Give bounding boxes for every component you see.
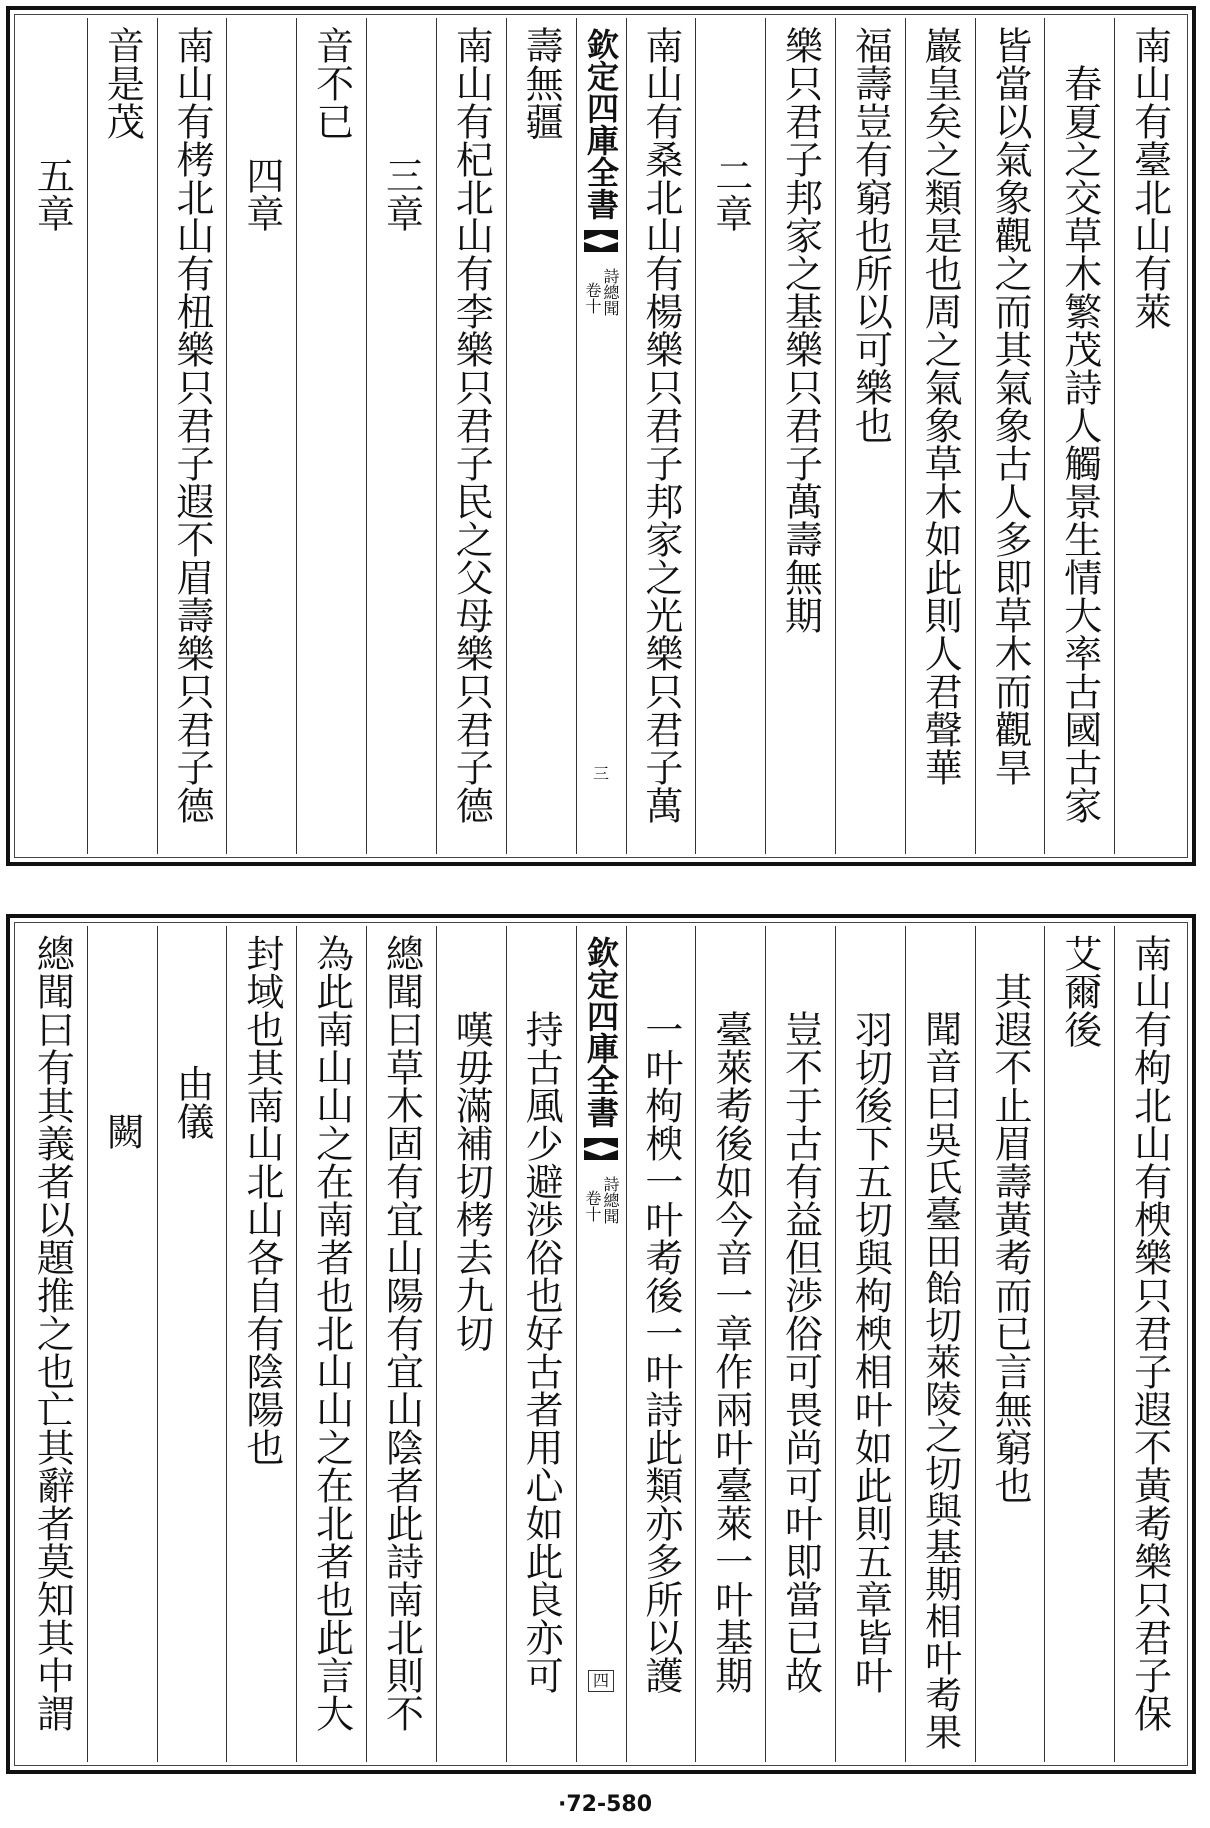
text-column	[506, 18, 576, 854]
column-text: 南山有杞北山有李樂只君子民之父母樂只君子德	[449, 26, 494, 824]
column-text: 嘆毋滿補切栲去九切	[449, 1010, 494, 1352]
column-text: 豈不于古有益但渉俗可畏尚可叶即當已故	[778, 1010, 823, 1694]
column-text: 五章	[30, 156, 75, 232]
text-column	[87, 926, 157, 1762]
bottom-columns	[18, 926, 1184, 1762]
column-text: 二章	[708, 156, 753, 232]
column-text: 春夏之交草木繁茂詩人觸景生情大率古國古家	[1057, 64, 1102, 824]
column-text: 為此南山山之在南者也北山山之在北者也此言大	[309, 934, 354, 1732]
column-text: 四章	[239, 156, 284, 232]
column-text: 臺萊耇後如今音一章作兩叶臺萊一叶基期	[708, 1010, 753, 1694]
book-title: 欽定四庫全書	[582, 936, 620, 1128]
text-column	[226, 18, 296, 854]
column-text: 闕	[100, 1112, 145, 1150]
text-column	[975, 926, 1045, 1762]
text-column	[436, 926, 506, 1762]
text-column	[296, 926, 366, 1762]
column-text: 持古風少避渉俗也好古者用心如此良亦可	[519, 1010, 564, 1694]
text-column	[765, 18, 835, 854]
center-gutter	[576, 18, 626, 854]
text-column	[765, 926, 835, 1762]
text-column	[366, 18, 436, 854]
text-column	[506, 926, 576, 1762]
column-text: 巖皇矣之類是也周之氣象草木如此則人君聲華	[918, 26, 963, 786]
text-column	[626, 18, 696, 854]
volume-number: 卷十	[583, 282, 602, 314]
page-number-footer: ·72-580	[557, 1792, 653, 1817]
column-text: 總聞曰草木固有宜山陽有宜山陰者此詩南北則不	[379, 934, 424, 1732]
bottom-page-frame	[6, 914, 1196, 1774]
column-text: 總聞曰有其義者以題推之也亡其辭者莫知其中謂	[30, 934, 75, 1732]
text-column	[436, 18, 506, 854]
column-text: 一叶枸楰一叶耇後一叶詩此類亦多所以護	[638, 1010, 683, 1694]
work-title: 詩總聞	[601, 1176, 620, 1224]
text-column	[1044, 926, 1114, 1762]
text-column	[18, 18, 87, 854]
text-column	[157, 926, 227, 1762]
column-text: 封域也其南山北山各自有陰陽也	[239, 934, 284, 1466]
text-column	[226, 926, 296, 1762]
text-column	[87, 18, 157, 854]
column-text: 樂只君子邦家之基樂只君子萬壽無期	[778, 26, 823, 634]
fish-tail-mark-icon	[584, 1138, 618, 1160]
column-text: 南山有栲北山有杻樂只君子遐不眉壽樂只君子德	[170, 26, 215, 824]
text-column	[905, 926, 975, 1762]
column-text: 南山有枸北山有楰樂只君子遐不黃耇樂只君子保	[1127, 934, 1172, 1732]
top-page-frame	[6, 6, 1196, 866]
center-gutter	[576, 926, 626, 1762]
column-text: 福壽豈有窮也所以可樂也	[848, 26, 893, 444]
column-text: 艾爾後	[1057, 934, 1102, 1048]
text-column	[835, 926, 905, 1762]
text-column	[157, 18, 227, 854]
text-column	[1114, 18, 1184, 854]
text-column	[695, 18, 765, 854]
text-column	[626, 926, 696, 1762]
column-text: 音不已	[309, 26, 354, 140]
column-text: 聞音曰吳氏臺田飴切萊陵之切與基期相叶耇果	[918, 1010, 962, 1750]
column-text: 其遐不止眉壽黃耇而已言無窮也	[987, 972, 1032, 1504]
text-column	[975, 18, 1045, 854]
fish-tail-mark-icon	[584, 230, 618, 252]
text-column	[835, 18, 905, 854]
column-text: 南山有桑北山有楊樂只君子邦家之光樂只君子萬	[638, 26, 683, 824]
column-text: 南山有臺北山有萊	[1127, 26, 1172, 330]
column-text: 由儀	[170, 1064, 215, 1140]
column-text: 皆當以氣象觀之而其氣象古人多即草木而觀旱	[987, 26, 1032, 786]
text-column	[296, 18, 366, 854]
text-column	[695, 926, 765, 1762]
text-column	[1114, 926, 1184, 1762]
volume-label	[584, 268, 618, 316]
volume-number: 卷十	[583, 1190, 602, 1222]
text-column	[1044, 18, 1114, 854]
column-text: 三章	[379, 156, 424, 232]
column-text: 壽無疆	[519, 26, 564, 140]
book-title: 欽定四庫全書	[582, 28, 620, 220]
leaf-number: 三	[592, 764, 609, 783]
text-column	[18, 926, 87, 1762]
column-text: 音是茂	[100, 26, 145, 140]
top-columns	[18, 18, 1184, 854]
volume-label	[584, 1176, 618, 1224]
column-text: 羽切後下五切與枸楰相叶如此則五章皆叶	[848, 1010, 893, 1694]
work-title: 詩總聞	[601, 268, 620, 316]
text-column	[905, 18, 975, 854]
text-column	[366, 926, 436, 1762]
leaf-number: 四	[588, 1670, 614, 1692]
